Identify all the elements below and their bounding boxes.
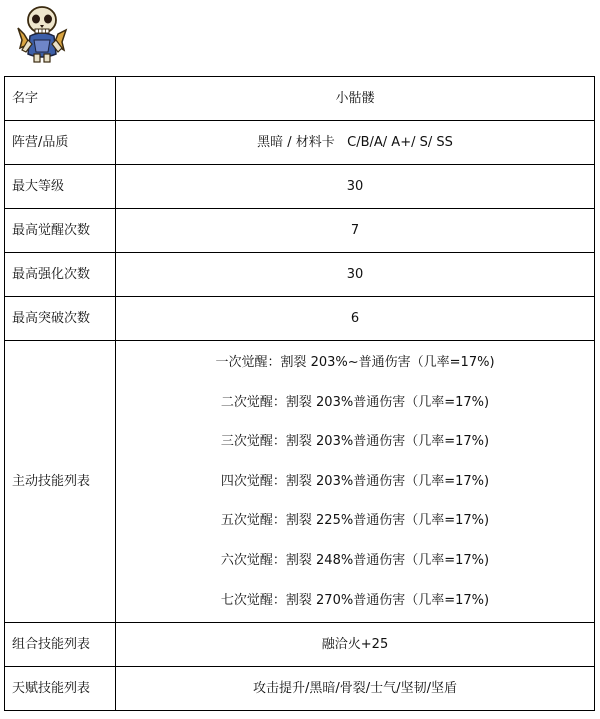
row-value: 30 bbox=[116, 253, 595, 297]
row-label: 最高突破次数 bbox=[5, 297, 116, 341]
row-value: 6 bbox=[116, 297, 595, 341]
table-row-skills bbox=[5, 341, 595, 623]
table-row bbox=[5, 77, 595, 121]
skill-line: 一次觉醒：割裂 203%~普通伤害（几率=17%) bbox=[215, 355, 495, 370]
skills-list bbox=[116, 341, 595, 623]
table-row bbox=[5, 121, 595, 165]
row-value: 小骷髅 bbox=[116, 77, 595, 121]
table-row bbox=[5, 623, 595, 667]
table-row bbox=[5, 209, 595, 253]
row-label: 最高觉醒次数 bbox=[5, 209, 116, 253]
skill-line: 二次觉醒：割裂 203%普通伤害（几率=17%) bbox=[220, 394, 490, 410]
skeleton-character-icon bbox=[14, 4, 70, 64]
skill-line: 六次觉醒：割裂 248%普通伤害（几率=17%) bbox=[220, 552, 490, 568]
row-value: 融洽火+25 bbox=[116, 623, 595, 667]
skill-line: 四次觉醒：割裂 203%普通伤害（几率=17%) bbox=[220, 473, 490, 489]
row-label: 阵营/品质 bbox=[5, 121, 116, 165]
skill-line: 七次觉醒：割裂 270%普通伤害（几率=17%) bbox=[220, 592, 490, 608]
row-label: 最大等级 bbox=[5, 165, 116, 209]
row-label: 最高强化次数 bbox=[5, 253, 116, 297]
row-value: 7 bbox=[116, 209, 595, 253]
row-value: 攻击提升/黑暗/骨裂/士气/坚韧/坚盾 bbox=[116, 667, 595, 711]
text-cursor bbox=[594, 339, 595, 353]
row-value: 30 bbox=[116, 165, 595, 209]
row-label: 主动技能列表 bbox=[5, 341, 116, 623]
row-label: 天赋技能列表 bbox=[5, 667, 116, 711]
table-row bbox=[5, 253, 595, 297]
row-value: 黑暗 / 材料卡 C/B/A/ A+/ S/ SS bbox=[116, 121, 595, 165]
row-label: 组合技能列表 bbox=[5, 623, 116, 667]
table-row bbox=[5, 165, 595, 209]
row-label: 名字 bbox=[5, 77, 116, 121]
table-row bbox=[5, 297, 595, 341]
skill-line: 三次觉醒：割裂 203%普通伤害（几率=17%) bbox=[220, 434, 490, 450]
info-table bbox=[4, 76, 595, 711]
skill-line: 五次觉醒：割裂 225%普通伤害（几率=17%) bbox=[220, 513, 490, 529]
table-row bbox=[5, 667, 595, 711]
